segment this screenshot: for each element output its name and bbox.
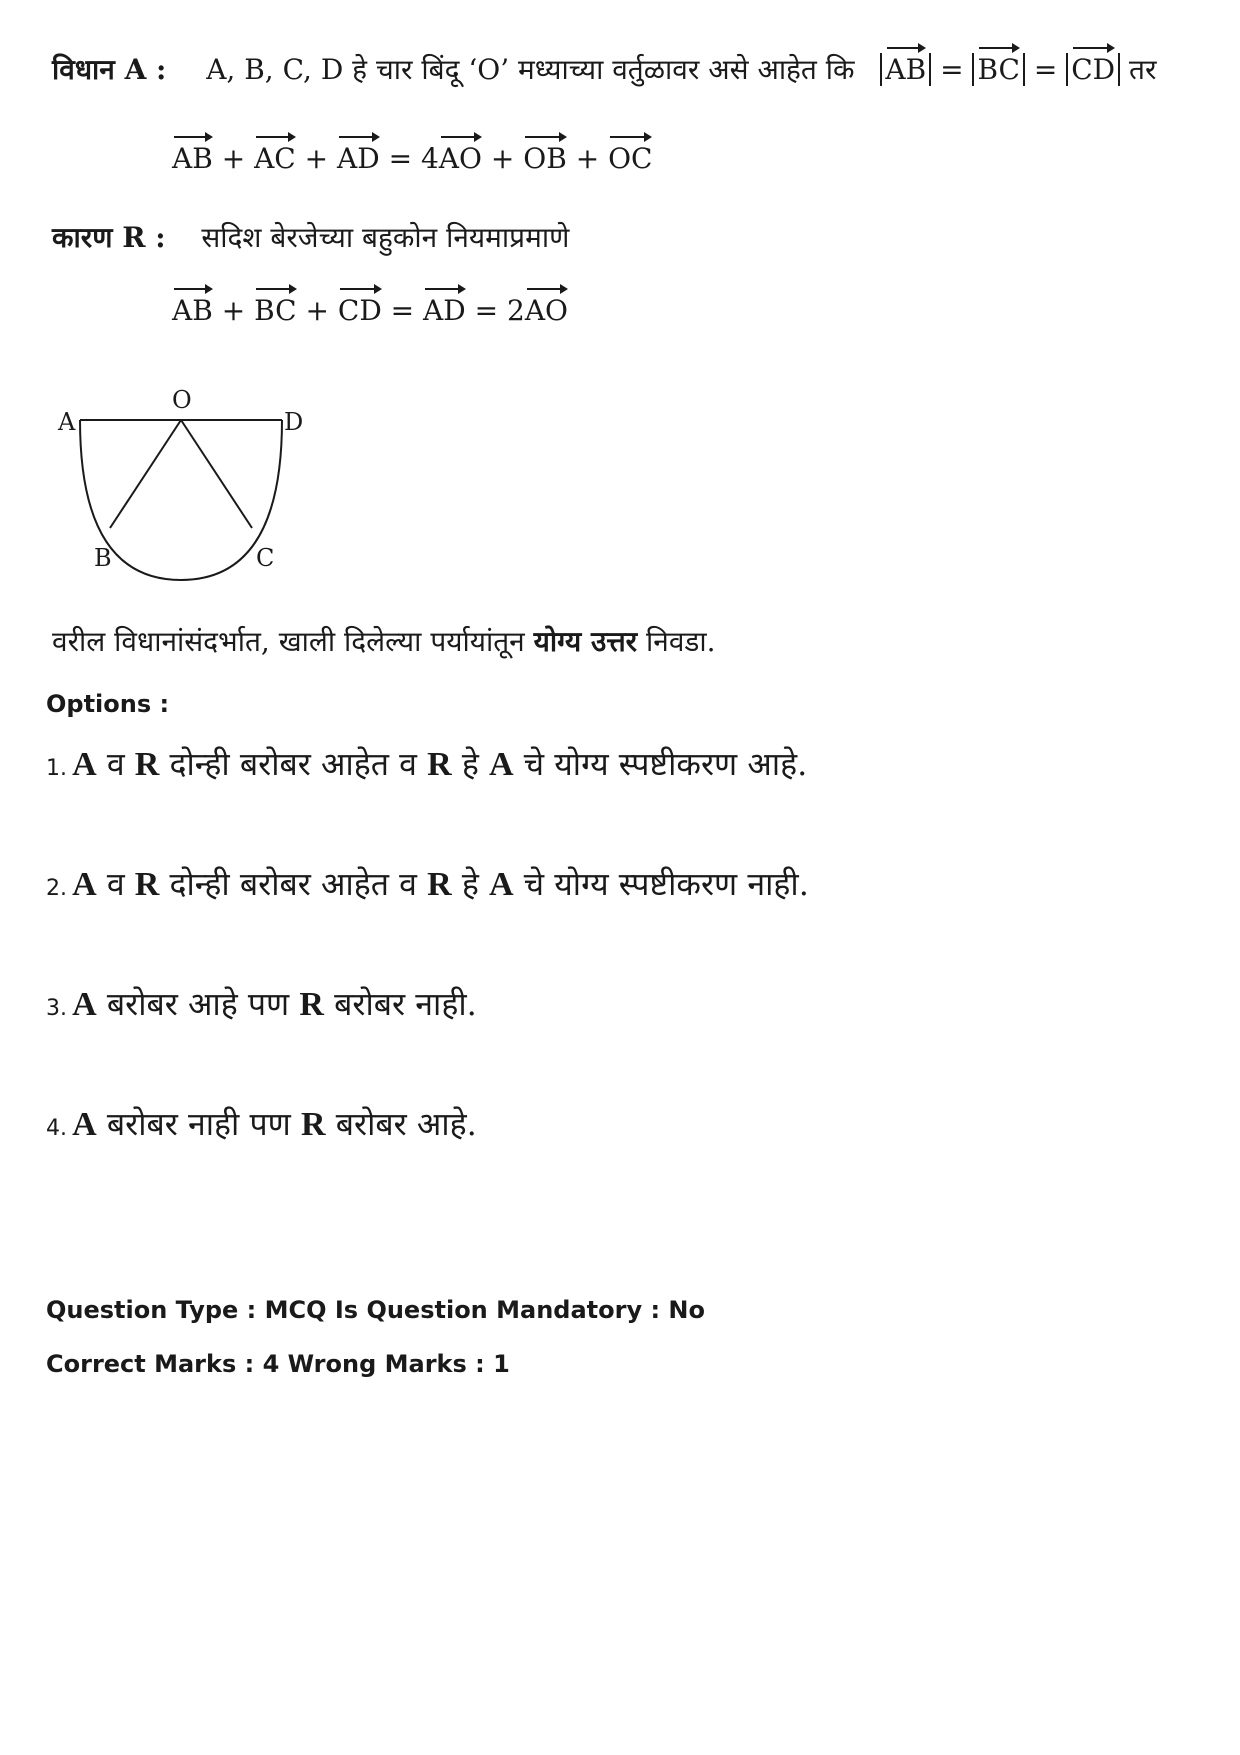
statement-label: विधान A : <box>52 53 167 86</box>
option-4[interactable] <box>46 1102 477 1145</box>
statement-text: A, B, C, D हे चार बिंदू ‘O’ मध्याच्या वर्तुळावर असे आहेत कि <box>206 53 855 86</box>
option-text: A बरोबर आहे पण R बरोबर नाही. <box>72 985 477 1023</box>
segment-ob <box>110 420 181 528</box>
option-number: 1. <box>46 756 67 781</box>
option-text: A व R दोन्ही बरोबर आहेत व R हे A चे योग्य स्पष्टीकरण नाही. <box>72 865 809 903</box>
option-2[interactable] <box>46 862 809 905</box>
point-c-label: C <box>256 544 275 572</box>
statement-text-end: तर <box>1129 53 1157 86</box>
reason-text: सदिश बेरजेच्या बहुकोन नियमाप्रमाणे <box>201 221 570 254</box>
option-3[interactable] <box>46 982 477 1025</box>
options-label: Options : <box>46 690 170 718</box>
statement-a-equation: AB + AC + AD = 4AO + OB + OC <box>172 142 653 175</box>
option-1[interactable] <box>46 742 807 785</box>
point-a-label: A <box>58 408 76 436</box>
instruction-emphasis: योग्य उत्तर <box>533 625 638 658</box>
marks-line: Correct Marks : 4 Wrong Marks : 1 <box>46 1350 510 1378</box>
point-b-label: B <box>94 544 112 572</box>
reason-r <box>52 218 569 256</box>
reason-label: कारण R : <box>52 221 166 254</box>
point-o-label: O <box>172 386 192 414</box>
option-text: A व R दोन्ही बरोबर आहेत व R हे A चे योग्य स्पष्टीकरण आहे. <box>72 745 808 783</box>
semicircle-diagram <box>50 380 320 590</box>
option-text: A बरोबर नाही पण R बरोबर आहे. <box>72 1105 477 1143</box>
vector-bc: BC <box>977 53 1020 86</box>
vector-cd: CD <box>1071 53 1116 86</box>
reason-r-equation: AB + BC + CD = AD = 2AO <box>172 294 569 327</box>
point-d-label: D <box>284 408 304 436</box>
option-number: 4. <box>46 1116 67 1141</box>
segment-oc <box>181 420 252 528</box>
instruction: वरील विधानांसंदर्भात, खाली दिलेल्या पर्यायांतून योग्य उत्तर निवडा. <box>52 625 716 658</box>
question-type-line: Question Type : MCQ Is Question Mandatory : No <box>46 1296 705 1324</box>
option-number: 3. <box>46 996 67 1021</box>
option-number: 2. <box>46 876 67 901</box>
statement-a: विधान A : A, B, C, D हे चार बिंदू ‘O’ मध्याच्या वर्तुळावर असे आहेत कि AB = BC = CD तर <box>52 53 1157 86</box>
vector-ab: AB <box>885 53 927 86</box>
